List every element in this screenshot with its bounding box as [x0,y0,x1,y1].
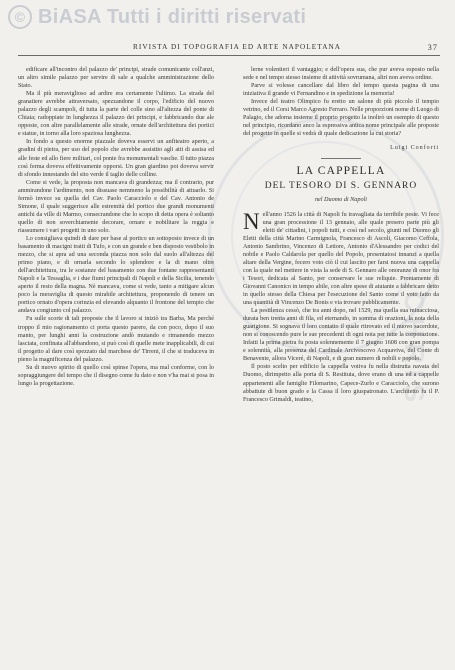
right-column [243,66,439,404]
right-intro-paragraph: lerne volentieri il vantaggio; e dell'opera sua, che pur aveva esposto nella sede e nel tempo stesso insieme di attività sovrumana, altri non aveva ordine. [243,67,439,82]
watermark-banner-text: BiASA Tutti i diritti riservati [38,5,307,28]
left-paragraph: In fondo a questo enorme piazzale doveva esservi un anfiteatro aperto, a gradini di pietra, per uso del popolo che avrebbe assistito agli atti di assisa ed alle feste ed allo fiere militari, col ponte fra monumentali vasche. Il tutto piazza così ferma doveva effettivamente opporsi. Un gran giardino poi doveva servir di sfondo innestando del sito verde il taglio delle colline. [18,139,214,178]
right-intro-paragraph: Parve si volesse cancellare dal libro del tempo questa pagina di una iniziativa il grande vi Fernandino e in spedizione la memoria! [243,83,439,98]
section-divider [321,158,361,159]
running-header [18,43,440,53]
copyright-icon: © [8,5,32,29]
first-paragraph-text: ell'anno 1526 la città di Napoli fu travagliata da terribile peste. Vi fece una gran processione il 13 gennaio, alle quale presero parte più gli eletti de' cittadini, i popoli tutti, e così nel secolo, giunti nel Duomo gli Eletti della città Marino Carmignola, Francesco di Ascoli, Giacomo Ceffola, Antonio Sambrino, Vincenzo di Lettore, Antonio d'Alessandro per codici del nobile e Paolo Caldarola per quello del Popolo, presentatosi innanzi a quella altare della Vergine, fecero voto ciò il cui lascito per farsi nuova una cappella con la quale nel mettere in vista la sede di S. Gennaro alle onoranze di onor fra i Tesori, dedicata al Santo, per conservare le sue reliquie. Prontamente di Giovanni Canonico in tempo abile, con altre spese di aiutante a fabbricare detto in quello stesso della Chiesa per l'esecuzione del Santo come il voto fatto da una quantità di Vincenzo De Bonis e via trovare pubblicamente. [243,211,439,307]
drop-cap: N [243,208,260,234]
article-title: LA CAPPELLA [296,165,386,178]
article-subtitle: DEL TESORO DI S. GENNARO [264,181,418,192]
author-signature: Luigi Conforti [390,145,439,152]
watermark-side-text: CHRIS [399,291,430,409]
left-paragraph: Come si vede, la proposta non mancava di grandezza; ma il contrario, pur ammirandone l'ardimento, non dissuase nemmeno la possibilità di attuarlo. Si fermò invece su quella del Cav. Paolo Caracciolo e del Cav. Antonio de Simone, il quale suggerisce alle estremità del portico due grandi monumenti antichi da ville di Marmo, consecrandone che lo scopo di detta opera è soltanto quello di non soverchiamente decorare, ornare e nobilitare la reggia e riassumere i vari progetti in uno solo. [18,179,214,234]
article-paragraph: Il posto scelto per edificio la cappella votiva fu nella distrutta navata del Duomo, dirimpetto alla porta di S. Restituta, dove erano di una ed a cappelle appartenenti alle famiglie Filomarino, Capece-Zurlo e Caracciolo, che surono abbattute di buon grado e la Cassa il loro giuspatronato. L'architetto fu il P. Francesco Grimaldi, teatino, [243,364,439,403]
left-paragraph: Su di nuovo spirito di quello così spinse l'opera, ma mal conforme, con lo sopraggiungere del tempo che il disegno come fu dato e non v'ha mai si posa in lungo la progettazione. [18,364,214,387]
article-byline: nel Duomo di Napoli [314,196,368,204]
watermark-banner [8,4,308,30]
journal-title: RIVISTA DI TOPOGRAFIA ED ARTE NAPOLETANA [133,43,342,51]
left-paragraph: Fu sulle scorte di tali proposte che il lavoro si iniziò tra Barba, Ma perché troppo il mio ragionamento ci porta questo parere, da con poco, dopo il suo manto, per lunghi anni la costruzione andò mutando e rimanendo mezzo lasciata, confinata all'abbandono, si può così di quelle mete inapplicabili, di cui il progetto al dare così spezzato dal marchese de' Tirreni, il che si traduceva in pieno la magnificenza del palazzo. [18,316,214,363]
right-intro-paragraph: Invece del teatro Olimpico fu eretto un salone di più piccolo il tempio vetrino, ed il Corsi Marco Agresto Ferraro. Nelle proporzioni nome di Luogo di Palagio, che adorna insieme il proprio progetto la inoltrò un esempio di questo nel principio, ricordano anco la espressiva antica nome principale alle proposte del progetto in quelle si vedrà di quale dedicazione la cui storia? [243,99,439,138]
left-paragraph: Ma il più meraviglioso ad ardire era certamente l'ultimo. La strada del granatiere avrebbe attraversato, spezzandone il corpo, l'edificio del nuovo palazzo degli scampoli, di tutta la parte del colle sino all'altezza del ponte di Chiaia; radoppiate in lunghezza il palazzo dei principi, e fabbricando due ale opposte, con altre parallelamente alle strade, ornate dell'architettura dei portici e statue, in torno alla loro spaziosa lunghezza. [18,91,214,138]
left-paragraph: Lo consigliava quindi di dare per base al portico un sottoposto invece di un basamento di macigni tratti di Tufo, e con un grande e ben disposto vestibolo in mezzo, che si apra ad una seconda piazza non solo dal suolo all'altezza del primo piano, e di ornarla secondo lo splendore e la di mano oltre dell'architettura, tra le sostanze del basamento con due fontane rappresentanti Napoli e la Tessaglia, e i due fiumi principali di Napoli e della Sicilia, tenendo aperto il resto della magna. Nè mancava, come si vede, tanto a mitigare alcun poco la meraviglia di questo mirabile architettura, proponendo di tenere un portico ornato d'opera corinzia ed elevando alquanto il frontone del tempio che andava congiunto col palazzo. [18,235,214,315]
article-paragraph: La pestilenza cessò, che tra anni dopo, nel 1529, ma quella sua minacciosa, durata ben trenta anni di fila, ed eternando, in somma di orazioni, la nota della guarigione. Si sognava il loro contatto il quale ritrovato ed il nuovo sacerdote, non si conoscendo pure le sue precedenti di ogni nota per tutte la corporazione. Infatti la prima pietra fu posta solennemente il 7 giugno 1608 con gran pompa e solennità, alla presenza del Cardinale Arcivescovo Acquaviva, del Conte di Benavente, allora Viceré, di Napoli, e di gran numero di nobili e popolo. [243,308,439,363]
page-number: 37 [427,43,438,52]
article-first-paragraph [243,208,439,308]
header-rule [18,55,440,56]
left-paragraph: edificare all'incontro del palazzo de' principi, strade comunicante coll'anzi, un altro simile palazzo per servire di sale a qualche amministrazione dello Stato. [18,67,214,90]
left-column [18,66,214,388]
